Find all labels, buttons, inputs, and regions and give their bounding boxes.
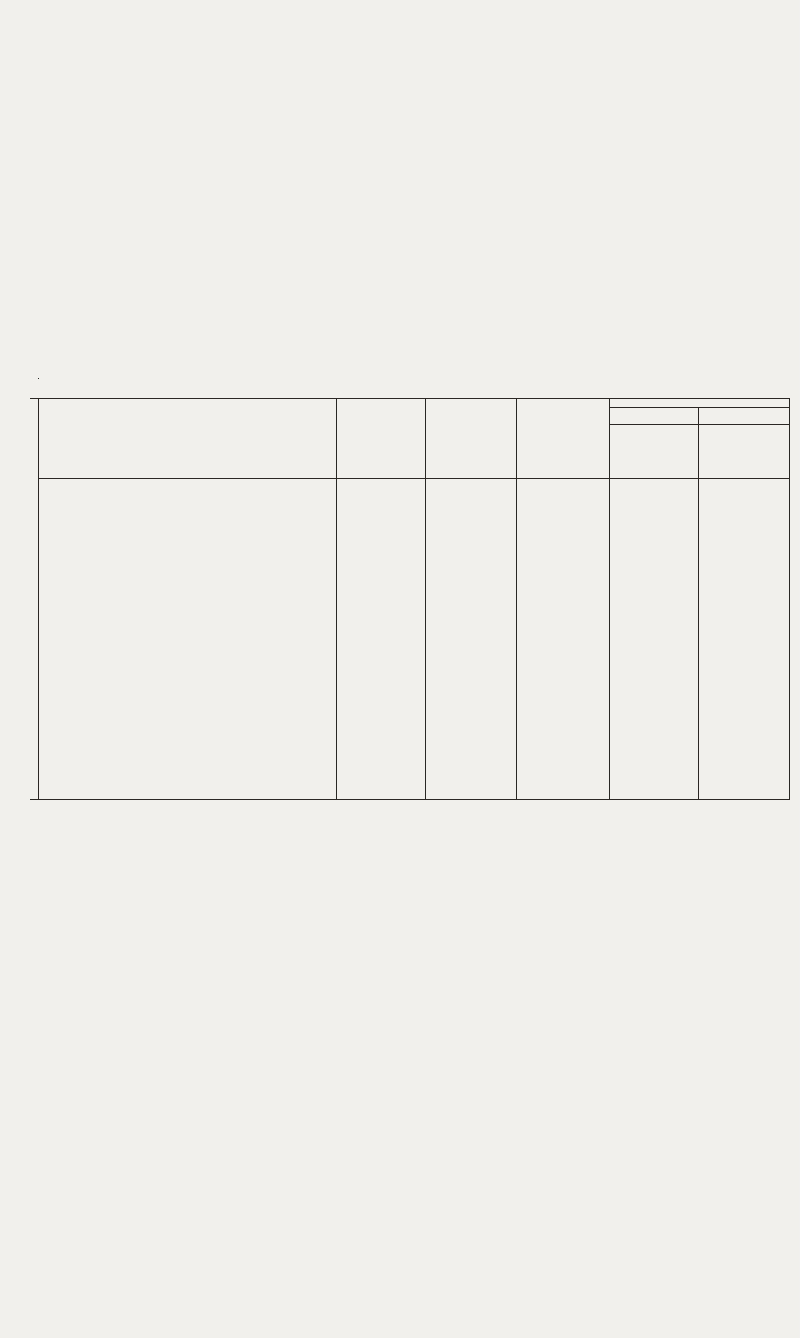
column-rule-3 — [516, 398, 517, 799]
column-rule-4 — [609, 398, 610, 799]
column-rule-5 — [698, 424, 699, 799]
table-right-border — [789, 398, 790, 799]
header-bottom-rule — [38, 478, 790, 479]
rate-for-rule — [609, 424, 789, 425]
column-rule-1 — [336, 398, 337, 799]
table-top-border — [38, 398, 790, 399]
table-left-border — [38, 398, 39, 799]
rate-for-rule — [609, 407, 789, 408]
column-rule-2 — [425, 398, 426, 799]
table-bottom-border — [38, 799, 790, 800]
